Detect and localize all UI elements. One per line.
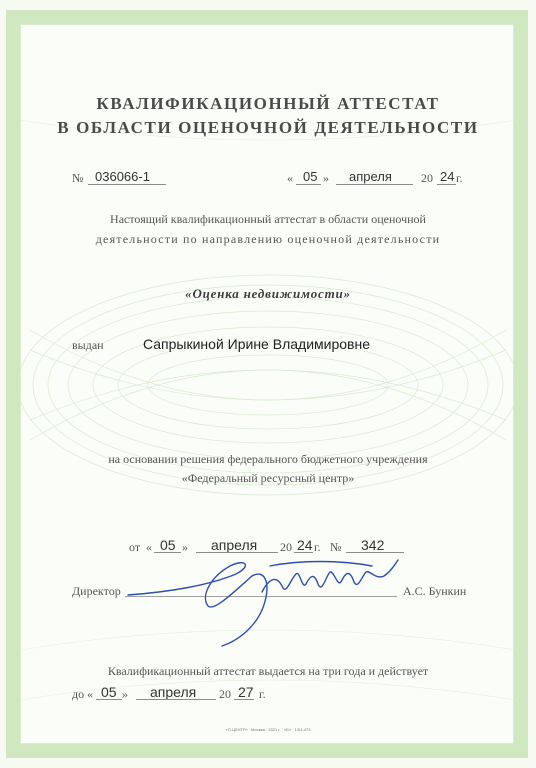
validity-day-underline [96,699,122,700]
date-year-suffix: 24 [440,169,455,184]
validity-quote-close: » [122,687,128,701]
decision-year-unit: г. [314,540,321,554]
decision-year-suffix: 24 [297,537,313,553]
director-name: А.С. Бункин [403,584,467,598]
date-month: апреля [349,169,392,184]
decision-number: 342 [361,537,385,553]
basis-line-1: на основании решения федерального бюджетного учреждения [108,452,428,466]
date-day: 05 [303,169,318,184]
validity-quote-open: « [87,687,93,701]
date-quote-open: « [287,171,293,185]
validity-until-label: до [72,687,85,701]
certificate-number: 036066-1 [95,169,150,184]
decision-day: 05 [160,537,176,553]
validity-month-underline [136,699,216,700]
validity-line: Квалификационный аттестат выдается на три года и действует [107,664,429,678]
number-label: № [72,171,84,185]
date-quote-close: » [323,171,329,185]
printer-imprint: «П-ЦЕНТР» · Москва · 2021 г. · «Б» · 13/1-473 [225,727,311,732]
director-label: Директор [72,584,121,598]
date-year-prefix: 20 [421,171,433,185]
decision-number-label: № [330,540,342,554]
decision-month: апреля [211,537,258,553]
validity-year-unit: г. [259,687,266,701]
basis-line-2: «Федеральный ресурсный центр» [181,471,355,485]
decision-quote-close: » [182,540,188,554]
validity-year-prefix: 20 [219,687,231,701]
validity-month: апреля [150,684,197,700]
decision-year-prefix: 20 [280,540,292,554]
intro-line-2: деятельности по направлению оценочной деятельности [95,232,441,246]
title-line-2: В ОБЛАСТИ ОЦЕНОЧНОЙ ДЕЯТЕЛЬНОСТИ [57,118,479,137]
validity-year-underline [234,699,254,700]
title-line-1: КВАЛИФИКАЦИОННЫЙ АТТЕСТАТ [96,94,440,113]
decision-quote-open: « [146,540,152,554]
issued-label: выдан [72,338,104,352]
intro-line-1: Настоящий квалификационный аттестат в области оценочной [110,212,426,226]
date-year-unit: г. [456,171,463,185]
direction-title: «Оценка недвижимости» [185,286,351,301]
decision-from-label: от [129,540,141,554]
validity-day: 05 [101,684,117,700]
validity-year-suffix: 27 [238,684,254,700]
issued-to-name: Сапрыкиной Ирине Владимировне [143,336,370,352]
